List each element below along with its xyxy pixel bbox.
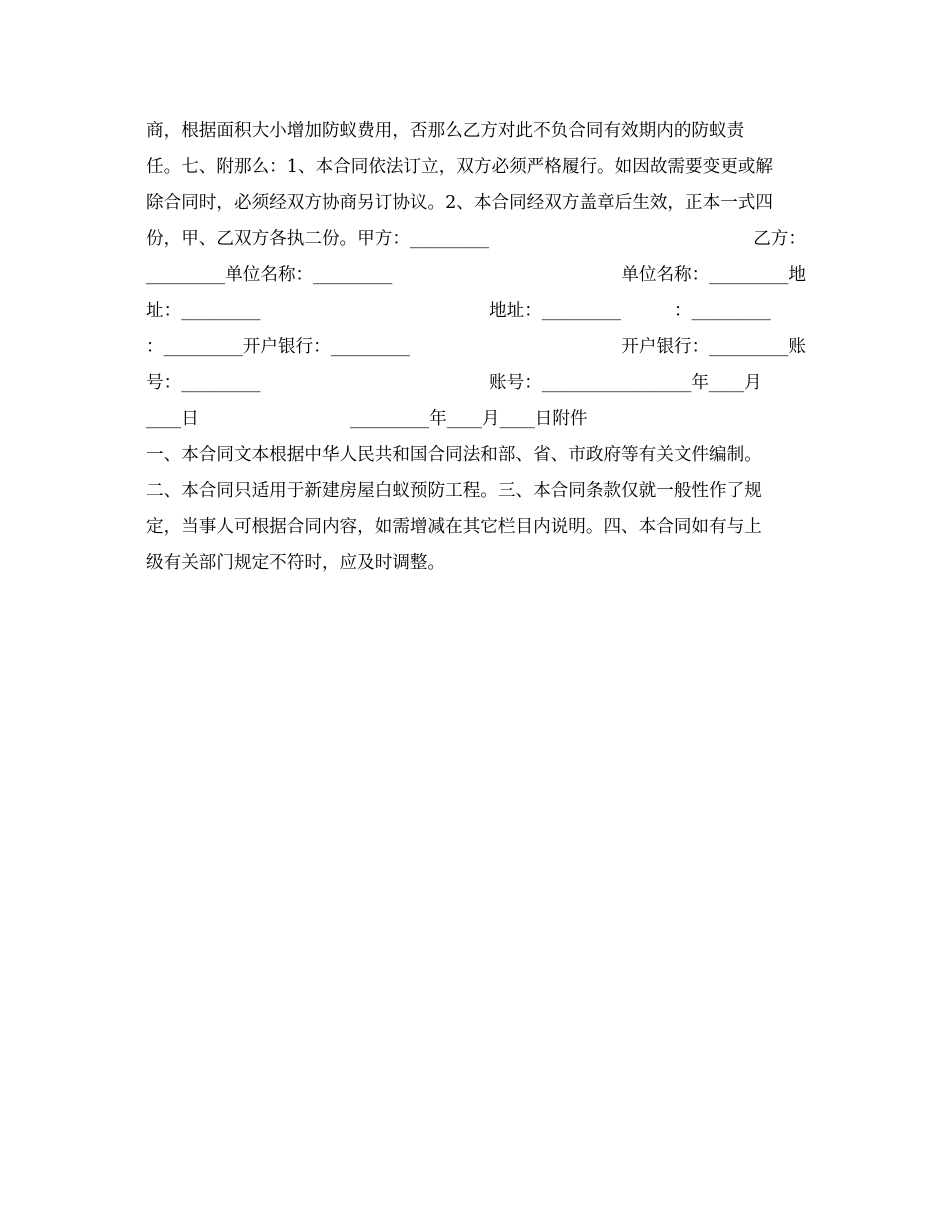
party-b-date-and-attachment: _________年____月____日附件 <box>350 409 588 429</box>
attachment-line: 定，当事人可根据合同内容，如需增减在其它栏目内说明。四、本合同如有与上 <box>146 517 762 537</box>
attachment-line: 级有关部门规定不符时，应及时调整。 <box>146 553 446 573</box>
party-b-bank: 开户银行：_________账 <box>621 337 806 357</box>
party-b-account-date: 账号：_________________年____月 <box>489 373 762 393</box>
party-b-label: 乙方： <box>753 229 806 249</box>
party-a-label: 份，甲、乙双方各执二份。甲方：_________ <box>146 229 490 249</box>
paragraph-line: 商，根据面积大小增加防蚁费用，否那么乙方对此不负合同有效期内的防蚁责 <box>146 121 745 141</box>
signature-row <box>146 297 806 325</box>
paragraph-line: 任。七、附那么：1、本合同依法订立，双方必须严格履行。如因故需要变更或解 <box>146 157 773 177</box>
party-a-account: 号：_________ <box>146 373 261 393</box>
paragraph-line: 除合同时，必须经双方协商另订协议。2、本合同经双方盖章后生效，正本一式四 <box>146 193 773 213</box>
signature-row <box>146 405 806 433</box>
party-a-unit-name: _________单位名称：_________ <box>146 265 393 285</box>
signature-row <box>146 333 806 361</box>
extra-field: ：_________ <box>674 301 771 321</box>
signature-row <box>146 225 806 253</box>
party-a-date: ____日 <box>146 409 199 429</box>
party-a-bank: ：_________开户银行：_________ <box>146 337 410 357</box>
signature-row <box>146 261 806 289</box>
attachment-line: 二、本合同只适用于新建房屋白蚁预防工程。三、本合同条款仅就一般性作了规 <box>146 481 762 501</box>
party-b-unit-name: 单位名称：_________地 <box>621 265 806 285</box>
party-b-address: 地址：_________ <box>489 301 621 321</box>
party-a-address: 址：_________ <box>146 301 261 321</box>
signature-row <box>146 369 806 397</box>
attachment-line: 一、本合同文本根据中华人民共和国合同法和部、省、市政府等有关文件编制。 <box>146 445 762 465</box>
